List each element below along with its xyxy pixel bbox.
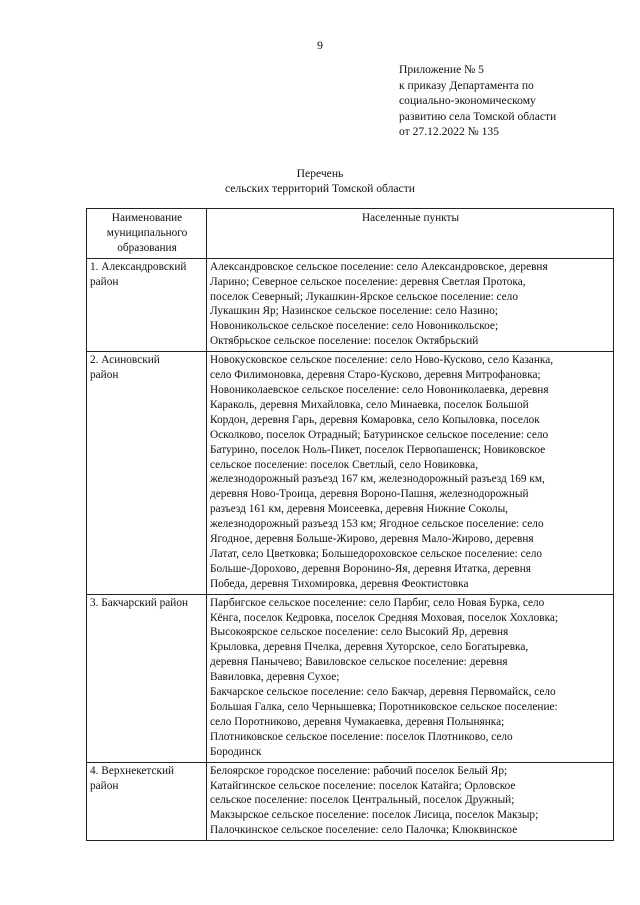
settlement-line: Бакчарское сельское поселение: село Бакчар, деревня Первомайск, село (210, 686, 556, 699)
settlement-line: Победа, деревня Тихомировка, деревня Феоктистовка (210, 577, 469, 590)
district-cell (87, 762, 207, 841)
territories-table (86, 208, 614, 841)
table-row (87, 258, 614, 351)
settlement-line: Больше-Дорохово, деревня Воронино-Яя, деревня Итатка, деревня (210, 562, 531, 575)
district-line: район (90, 779, 119, 792)
table-row (87, 594, 614, 762)
settlements-cell (207, 762, 614, 841)
settlement-line: Парбигское сельское поселение: село Парбиг, село Новая Бурка, село (210, 596, 545, 609)
settlement-line: Новониколаевское сельское поселение: село Новониколаевка, деревня (210, 383, 549, 396)
settlement-line: сельское поселение: поселок Центральный, поселок Дружный; (210, 794, 515, 807)
title-subline: сельских территорий Томской области (225, 182, 415, 195)
header-settlements: Населенные пункты (207, 209, 614, 259)
appendix-line: развитию села Томской области (399, 109, 557, 123)
settlement-line: сельское поселение: поселок Светлый, село Новиковка, (210, 458, 479, 471)
settlement-line: Крыловка, деревня Пчелка, деревня Хуторское, село Богатыревка, (210, 641, 529, 654)
district-cell (87, 594, 207, 762)
settlement-line: железнодорожный разъезд 167 км, железнодорожный разъезд 169 км, (210, 473, 545, 486)
settlement-line: Латат, село Цветковка; Большедороховское сельское поселение: село (210, 547, 543, 560)
settlement-line: Макзырское сельское поселение: поселок Лисица, поселок Макзыр; (210, 809, 539, 822)
district-cell (87, 352, 207, 595)
district-line: район (90, 369, 119, 382)
settlement-line: Александровское сельское поселение: село Александровское, деревня (210, 260, 548, 273)
settlement-line: Вавиловка, деревня Сухое; (210, 671, 340, 684)
district-line: 4. Верхнекетский (90, 764, 175, 777)
settlement-line: Бородинск (210, 745, 262, 758)
settlements-cell (207, 352, 614, 595)
settlements-cell (207, 258, 614, 351)
table-row (87, 352, 614, 595)
settlement-line: Лукашкин Яр; Назинское сельское поселение: село Назино; (210, 305, 499, 318)
settlement-line: Новоникольское сельское поселение: село Новоникольское; (210, 320, 499, 333)
settlement-line: Октябрьское сельское поселение: поселок Октябрьский (210, 335, 479, 348)
appendix-line: социально-экономическому (399, 94, 536, 108)
settlement-line: Большая Галка, село Чернышевка; Поротниковское сельское поселение: (210, 701, 558, 713)
header-line: Наименование (111, 212, 183, 224)
settlement-line: Батурино, поселок Ноль-Пикет, поселок Первопашенск; Новиковское (210, 443, 546, 456)
district-line: 2. Асиновский (90, 354, 160, 367)
settlement-line: село Поротниково, деревня Чумакаевка, деревня Полынянка; (210, 715, 505, 728)
settlement-line: поселок Северный; Лукашкин-Ярское сельское поселение: село (210, 290, 518, 303)
settlement-line: Кордон, деревня Гарь, деревня Комаровка, село Копыловка, поселок (210, 413, 540, 426)
header-line: образования (117, 241, 177, 254)
settlement-line: деревня Панычево; Вавиловское сельское поселение: деревня (210, 656, 508, 669)
settlement-line: Палочкинское сельское поселение: село Палочка; Клюквинское (210, 824, 518, 837)
settlement-line: Плотниковское сельское поселение: поселок Плотниково, село (210, 730, 513, 743)
settlement-line: железнодорожный разъезд 153 км; Ягодное сельское поселение: село (210, 518, 544, 531)
header-line: муниципального (106, 226, 188, 239)
settlement-line: Высокоярское сельское поселение: село Высокий Яр, деревня (210, 626, 509, 639)
table-row (87, 762, 614, 841)
settlement-line: Осколково, поселок Отрадный; Батуринское сельское поселение: село (210, 428, 549, 441)
district-line: 1. Александровский (90, 260, 187, 273)
district-line: 3. Бакчарский район (90, 596, 189, 609)
settlement-line: Ягодное, деревня Больше-Жирово, деревня Мало-Жирово, деревня (210, 533, 534, 546)
appendix-block (399, 62, 629, 140)
appendix-line: Приложение № 5 (399, 63, 484, 76)
appendix-line: к приказу Департамента по (399, 78, 534, 92)
settlement-line: разъезд 161 км, деревня Моисеевка, деревня Нижние Соколы, (210, 503, 508, 516)
district-line: район (90, 275, 119, 288)
header-municipality (87, 209, 207, 259)
settlement-line: Новокусковское сельское поселение: село Ново-Кусково, село Казанка, (210, 354, 554, 367)
settlement-line: Ларино; Северное сельское поселение: деревня Светлая Протока, (210, 275, 526, 288)
document-title (0, 166, 640, 196)
settlements-cell (207, 594, 614, 762)
title-line: Перечень (296, 167, 344, 180)
page-number: 9 (317, 38, 323, 52)
settlement-line: Караколь, деревня Михайловка, село Минаевка, поселок Большой (210, 398, 529, 411)
settlement-line: Кёнга, поселок Кедровка, поселок Средняя Моховая, поселок Хохловка; (210, 611, 559, 624)
appendix-line: от 27.12.2022 № 135 (399, 125, 500, 139)
table-header-row (87, 209, 614, 259)
settlement-line: Белоярское городское поселение: рабочий поселок Белый Яр; (210, 764, 508, 777)
settlement-line: село Филимоновка, деревня Старо-Кусково, деревня Митрофановка; (210, 369, 541, 382)
settlement-line: деревня Ново-Троица, деревня Вороно-Пашня, железнодорожный (210, 488, 529, 501)
district-cell (87, 258, 207, 351)
settlement-line: Катайгинское сельское поселение: поселок Катайга; Орловское (210, 779, 516, 792)
